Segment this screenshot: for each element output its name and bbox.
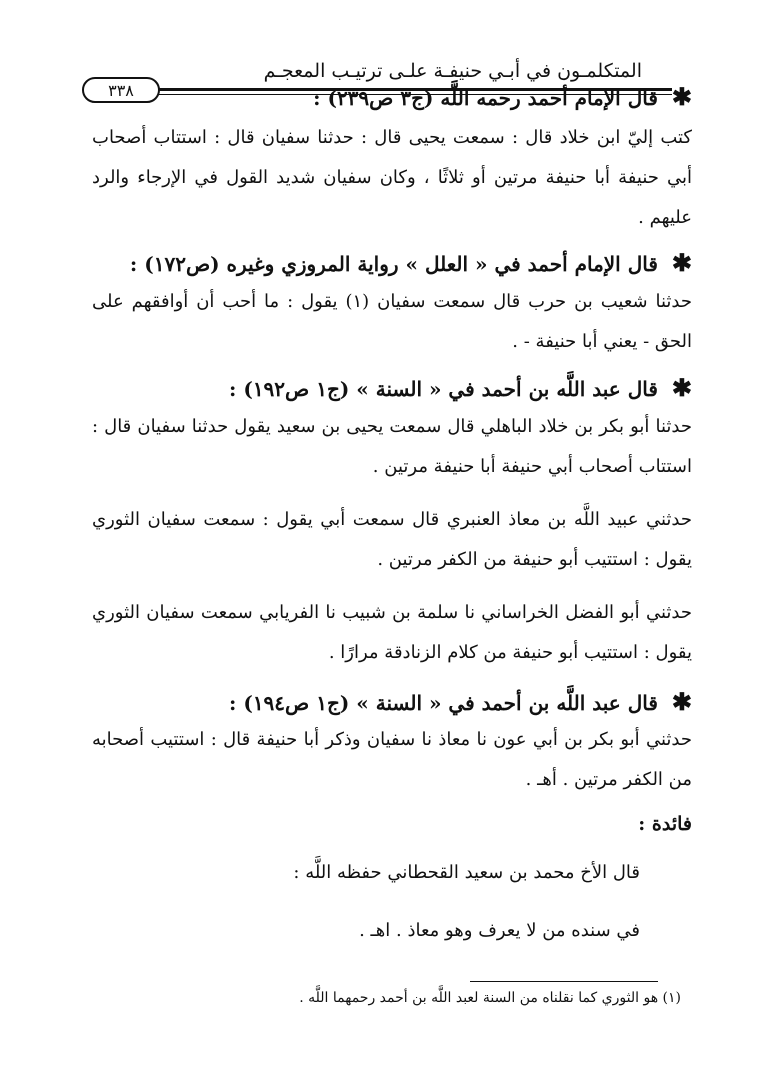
section-heading-text: قال عبد اللَّه بن أحمد في « السنة » (ج١ ص١٩٤) : bbox=[229, 691, 658, 715]
section-heading-2 bbox=[130, 248, 692, 277]
section-paragraph: حدثني عبيد اللَّه بن معاذ العنبري قال سمعت أبي يقول : سمعت سفيان الثوري يقول : استتيب أبو حنيفة من الكفر مرتين . bbox=[92, 509, 692, 570]
note-line: في سنده من لا يعرف وهو معاذ . اهـ . bbox=[359, 920, 640, 941]
section-heading-3 bbox=[229, 373, 692, 402]
section-paragraph: حدثنا شعيب بن حرب قال سمعت سفيان (١) يقول : ما أحب أن أوافقهم على الحق - يعني أبا حنيفة - . bbox=[92, 291, 692, 352]
note-title: فائدة : bbox=[638, 813, 692, 835]
section-heading-text: قال الإمام أحمد رحمه اللَّه (ج٣ ص٢٣٩) : bbox=[313, 86, 658, 110]
running-title: المتكلمـون في أبـي حنيفـة علـى ترتيـب المعجـم bbox=[263, 60, 642, 82]
section-paragraph: حدثني أبو الفضل الخراساني نا سلمة بن شبيب نا الفريابي سمعت سفيان الثوري يقول : استتيب أبو حنيفة من كلام الزنادقة مرارًا . bbox=[92, 602, 692, 663]
section-heading-text: قال الإمام أحمد في « العلل » رواية المروزي وغيره (ص١٧٢) : bbox=[129, 252, 658, 276]
star-icon: ✱ bbox=[671, 248, 692, 277]
section-heading-1 bbox=[313, 82, 692, 111]
footnote-rule bbox=[470, 981, 658, 982]
note-line: قال الأخ محمد بن سعيد القحطاني حفظه اللَّه : bbox=[293, 862, 640, 883]
section-paragraph: حدثنا أبو بكر بن خلاد الباهلي قال سمعت يحيى بن سعيد يقول حدثنا سفيان قال : استتاب أصحاب أبي حنيفة أبا حنيفة مرتين . bbox=[92, 416, 692, 477]
star-icon: ✱ bbox=[671, 687, 692, 716]
section-heading-4 bbox=[229, 687, 692, 716]
section-paragraph: كتب إليّ ابن خلاد قال : سمعت يحيى قال : حدثنا سفيان قال : استتاب أصحاب أبي حنيفة أبا حنيفة مرتين أو ثلاثًا ، وكان سفيان شديد القول في الإرجاء والرد عليهم . bbox=[92, 127, 692, 228]
star-icon: ✱ bbox=[671, 82, 692, 111]
page-number-badge bbox=[82, 77, 160, 103]
footnote: (١) هو الثوري كما نقلناه من السنة لعبد اللَّه بن أحمد رحمهما اللَّه . bbox=[299, 990, 681, 1006]
section-heading-text: قال عبد اللَّه بن أحمد في « السنة » (ج١ ص١٩٢) : bbox=[229, 377, 658, 401]
section-paragraph: حدثني أبو بكر بن أبي عون نا معاذ نا سفيان وذكر أبا حنيفة قال : استتيب أصحابه من الكفر مرتين . أهـ . bbox=[92, 729, 692, 790]
star-icon: ✱ bbox=[671, 373, 692, 402]
page-number: ٣٣٨ bbox=[108, 80, 134, 100]
